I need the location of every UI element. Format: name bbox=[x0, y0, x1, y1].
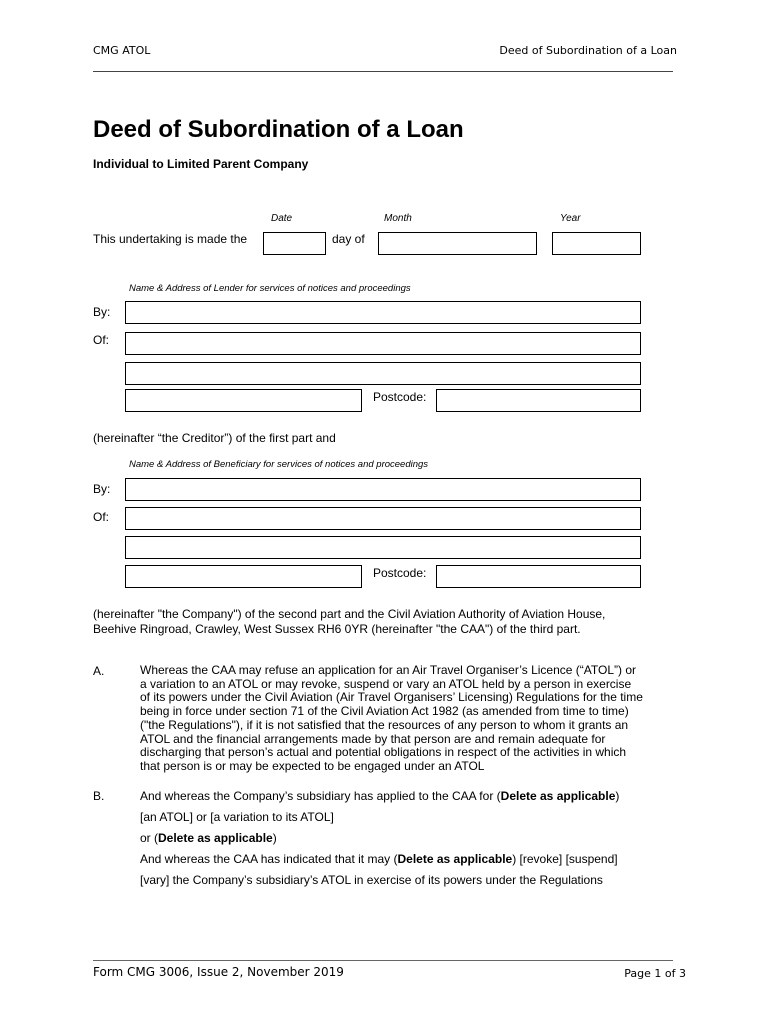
undertaking-label: This undertaking is made the bbox=[93, 232, 248, 246]
clause-b-line4: And whereas the CAA has indicated that it may (Delete as applicable) [revoke] [suspend] bbox=[140, 852, 618, 866]
page-title: Deed of Subordination of a Loan bbox=[93, 116, 464, 143]
beneficiary-by-label: By: bbox=[93, 482, 111, 496]
beneficiary-postcode-label: Postcode: bbox=[373, 566, 427, 580]
footer-rule bbox=[93, 960, 673, 961]
clause-b-line1: And whereas the Company’s subsidiary has applied to the CAA for (Delete as applicable) bbox=[140, 789, 620, 803]
month-input[interactable] bbox=[378, 232, 537, 255]
clause-a-line: discharging that person’s actual and potential obligations in respect of the activities in which bbox=[140, 745, 627, 760]
beneficiary-postcode-input[interactable] bbox=[436, 565, 641, 588]
lender-of-label: Of: bbox=[93, 333, 110, 347]
lender-caption: Name & Address of Lender for services of notices and proceedings bbox=[129, 283, 411, 294]
creditor-text: (hereinafter “the Creditor”) of the first part and bbox=[93, 431, 336, 445]
lender-address-line1-input[interactable] bbox=[125, 332, 641, 355]
header-rule bbox=[93, 71, 673, 72]
clause-a-line: Whereas the CAA may refuse an application for an Air Travel Organiser’s Licence (“ATOL”) or bbox=[140, 663, 636, 677]
beneficiary-address-line2-input[interactable] bbox=[125, 536, 641, 559]
beneficiary-address-line1-input[interactable] bbox=[125, 507, 641, 530]
lender-by-label: By: bbox=[93, 305, 111, 319]
beneficiary-address-line3-input[interactable] bbox=[125, 565, 362, 588]
day-of-label: day of bbox=[332, 232, 365, 246]
header-left: CMG ATOL bbox=[93, 44, 151, 57]
lender-postcode-input[interactable] bbox=[436, 389, 641, 412]
clause-a-line: ("the Regulations"), if it is not satisfied that the resources of any person to whom it grants an bbox=[140, 717, 629, 732]
clause-a-line: of its powers under the Civil Aviation (Air Travel Organisers’ Licensing) Regulations for the time bbox=[140, 690, 643, 705]
clause-a-line: being in force under section 71 of the Civil Aviation Act 1982 (as amended from time to time) bbox=[140, 704, 629, 719]
beneficiary-caption: Name & Address of Beneficiary for services of notices and proceedings bbox=[129, 459, 429, 470]
year-input[interactable] bbox=[552, 232, 641, 255]
lender-address-line3-input[interactable] bbox=[125, 389, 362, 412]
year-caption: Year bbox=[560, 213, 581, 224]
clause-a-line: ATOL and the financial arrangements made by that person are and remain adequate for bbox=[140, 731, 606, 746]
company-paragraph bbox=[93, 607, 605, 637]
company-line1: (hereinafter "the Company") of the second part and the Civil Aviation Authority of Aviation House, bbox=[93, 607, 606, 621]
clause-b-line5: [vary] the Company’s subsidiary’s ATOL in exercise of its powers under the Regulations bbox=[140, 873, 603, 887]
lender-postcode-label: Postcode: bbox=[373, 390, 427, 404]
clause-a-line: that person is or may be expected to be engaged under an ATOL bbox=[140, 758, 485, 773]
footer-form: Form CMG 3006, Issue 2, November 2019 bbox=[93, 965, 344, 979]
company-line2: Beehive Ringroad, Crawley, West Sussex RH6 0YR (hereinafter "the CAA") of the third part. bbox=[93, 622, 581, 636]
page-subtitle: Individual to Limited Parent Company bbox=[93, 157, 309, 171]
clause-a-text bbox=[140, 664, 700, 774]
lender-address-line2-input[interactable] bbox=[125, 362, 641, 385]
clause-b-marker: B. bbox=[93, 789, 105, 803]
date-caption: Date bbox=[271, 213, 293, 224]
beneficiary-of-label: Of: bbox=[93, 510, 110, 524]
clause-a-line: a variation to an ATOL or may revoke, suspend or vary an ATOL held by a person in exercise bbox=[140, 676, 632, 691]
lender-name-input[interactable] bbox=[125, 301, 641, 324]
clause-b-line3: or (Delete as applicable) bbox=[140, 831, 277, 845]
clause-a-marker: A. bbox=[93, 664, 105, 678]
header-right: Deed of Subordination of a Loan bbox=[499, 44, 677, 57]
month-caption: Month bbox=[384, 213, 412, 224]
beneficiary-name-input[interactable] bbox=[125, 478, 641, 501]
clause-b-line2: [an ATOL] or [a variation to its ATOL] bbox=[140, 810, 334, 824]
footer-page: Page 1 of 3 bbox=[624, 967, 686, 980]
date-input[interactable] bbox=[263, 232, 326, 255]
